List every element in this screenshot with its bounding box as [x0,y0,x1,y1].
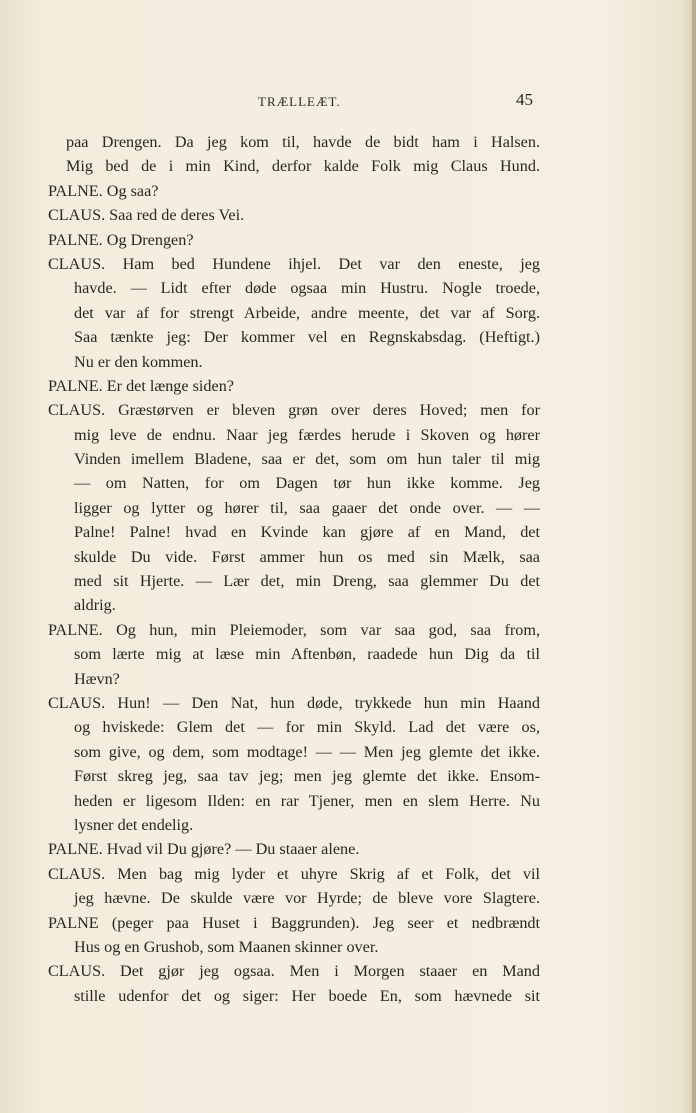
text-line: aldrig. [74,596,116,615]
text-line: lysner det endelig. [74,815,194,834]
text-line: CLAUS. Ham bed Hundene ihjel. Det var den eneste, jeg [48,254,540,273]
text-line: PALNE. Hvad vil Du gjøre? — Du staaer alene. [48,840,360,859]
page-edge [692,0,696,1113]
text-line: CLAUS. Hun! — Den Nat, hun døde, trykkede hun min Haand [48,693,540,712]
text-line: CLAUS. Græstørven er bleven grøn over deres Hoved; men for [48,401,540,420]
text-line: havde. — Lidt efter døde ogsaa min Hustru. Nogle troede, [74,279,540,298]
text-line: PALNE. Og Drengen? [48,230,194,249]
text-line: PALNE. Og hun, min Pleiemoder, som var saa god, saa from, [48,620,540,639]
text-line: PALNE. Og saa? [48,181,159,200]
text-line: jeg hævne. De skulde være vor Hyrde; de bleve vore Slagtere. [74,889,540,908]
page-number: 45 [516,90,533,109]
text-line: det var af for strengt Arbeide, andre meente, det var af Sorg. [74,303,540,322]
text-line: PALNE (peger paa Huset i Baggrunden). Jeg seer et nedbrændt [48,913,540,932]
text-line: Nu er den kommen. [74,352,203,371]
text-line: skulde Du vide. Først ammer hun os med sin Mælk, saa [74,547,540,566]
text-line: Vinden imellem Bladene, saa er det, som om hun taler til mig [74,450,540,469]
text-line: Saa tænkte jeg: Der kommer vel en Regnskabsdag. (Heftigt.) [74,328,540,347]
text-line: ligger og lytter og hører til, saa gaaer det onde over. — — [74,498,540,517]
body-text [48,130,540,1008]
text-line: CLAUS. Men bag mig lyder et uhyre Skrig af et Folk, det vil [48,864,540,883]
text-line: som lærte mig at læse min Aftenbøn, raadede hun Dig da til [74,645,540,664]
page-header [0,90,696,114]
text-line: Først skreg jeg, saa tav jeg; men jeg glemte det ikke. Ensom- [74,767,540,786]
text-line: CLAUS. Det gjør jeg ogsaa. Men i Morgen staaer en Mand [48,962,540,981]
text-line: PALNE. Er det længe siden? [48,376,234,395]
text-line: som give, og dem, som modtage! — — Men jeg glemte det ikke. [74,742,540,761]
running-title: TRÆLLEÆT. [258,94,341,109]
text-line: Hus og en Grushob, som Maanen skinner over. [74,937,379,956]
text-line: Mig bed de i min Kind, derfor kalde Folk mig Claus Hund. [66,157,540,176]
text-line: CLAUS. Saa red de deres Vei. [48,206,245,225]
text-line: Palne! Palne! hvad en Kvinde kan gjøre af en Mand, det [74,523,540,542]
text-line: — om Natten, for om Dagen tør hun ikke komme. Jeg [74,474,540,493]
text-line: Hævn? [74,669,120,688]
text-line: og hviskede: Glem det — for min Skyld. Lad det være os, [74,718,540,737]
text-line: heden er ligesom Ilden: en rar Tjener, men en slem Herre. Nu [74,791,540,810]
text-line: stille udenfor det og siger: Her boede En, som hævnede sit [74,986,540,1005]
text-line: mig leve de endnu. Naar jeg færdes herude i Skoven og hører [74,425,540,444]
text-line: paa Drengen. Da jeg kom til, havde de bidt ham i Halsen. [66,133,540,151]
text-line: med sit Hjerte. — Lær det, min Dreng, saa glemmer Du det [74,572,540,591]
